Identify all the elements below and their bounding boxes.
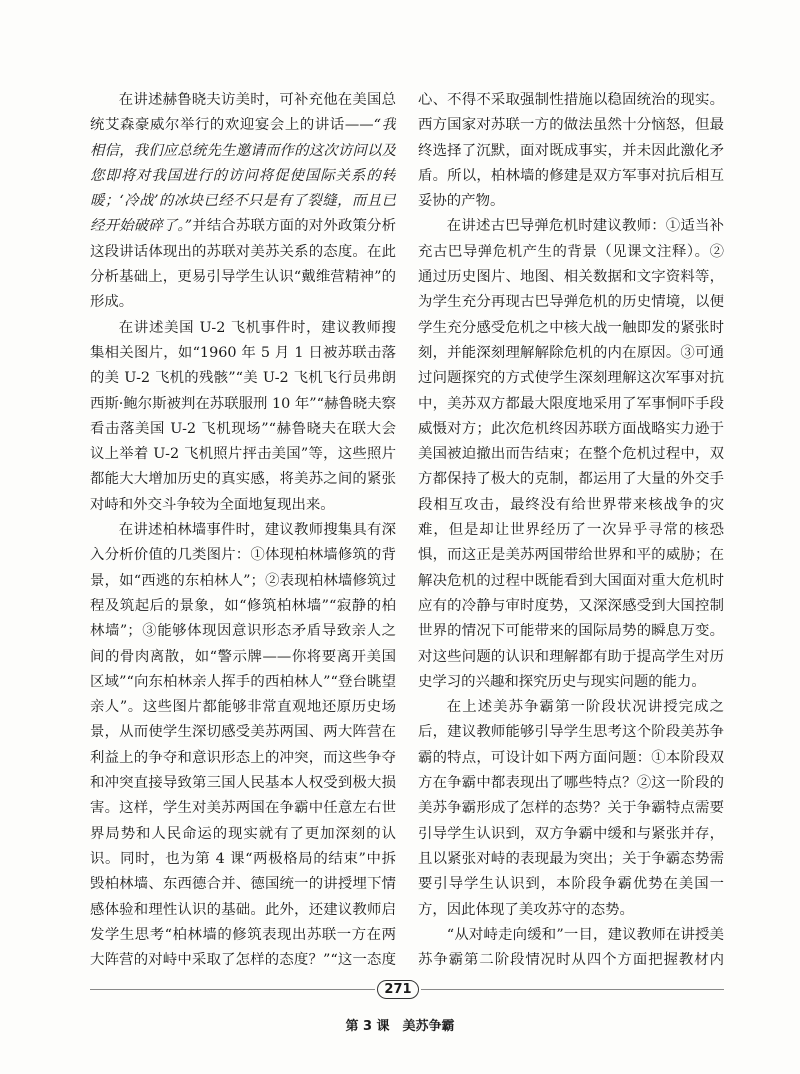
text-columns <box>90 88 724 968</box>
paragraph-text: 在讲述赫鲁晓夫访美时，可补充他在美国总统艾森豪威尔举行的欢迎宴会上的讲话—— <box>90 92 396 134</box>
quoted-speech: “我相信，我们应总统先生邀请而作的这次访问以及您即将对我国进行的访问将促使国际关系的转暖；‘冷战’的冰块已经不只是有了裂缝，而且已经开始破碎了。” <box>90 117 396 235</box>
paragraph-berlin-wall-continued: 心、不得不采取强制性措施以稳固统治的现实。西方国家对苏联一方的做法虽然十分恼怒，但最终选择了沉默，面对既成事实，并未因此激化矛盾。所以，柏林墙的修建是双方军事对抗后相互妥协的产物。 <box>418 92 724 210</box>
left-column <box>90 88 396 968</box>
paragraph-text: 并结合苏联方面的对外政策分析这段讲话体现出的苏联对美苏关系的态度。在此分析基础上，更易引导学生认识“戴维营精神”的形成。 <box>90 218 396 311</box>
page-number-badge <box>375 977 421 1001</box>
right-column <box>418 88 724 968</box>
paragraph-khrushchev-visit <box>90 88 396 316</box>
paragraph-first-stage-summary: 在上述美苏争霸第一阶段状况讲授完成之后，建议教师能够引导学生思考这个阶段美苏争霸的特点，可设计如下两方面问题：①本阶段双方在争霸中都表现出了哪些特点？②这一阶段的美苏争霸形成了怎样的态势？关于争霸特点需要引导学生认识到，双方争霸中缓和与紧张并存，且以紧张对峙的表现最为突出；关于争霸态势需要引导学生认识到，本阶段争霸优势在美国一方，因此体现了美攻苏守的态势。 <box>418 699 724 918</box>
paragraph-detente-section: “从对峙走向缓和”一目，建议教师在讲授美苏争霸第二阶段情况时从四个方面把握教材内 <box>418 926 724 968</box>
paragraph-berlin-wall: 在讲述柏林墙事件时，建议教师搜集具有深入分析价值的几类图片：①体现柏林墙修筑的背景，如“西逃的东柏林人”；②表现柏林墙修筑过程及筑起后的景象，如“修筑柏林墙”“寂静的柏林墙”；③能够体现因意识形态矛盾导致亲人之间的骨肉离散，如“警示牌——你将要离开美国区域”“向东柏林亲人挥手的西柏林人”“登台眺望亲人”。这些图片都能够非常直观地还原历史场景，从而使学生深切感受美苏两国、两大阵营在利益上的争夺和意识形态上的冲突，而这些争夺和冲突直接导致第三国人民基本人权受到极大损害。这样，学生对美苏两国在争霸中任意左右世界局势和人民命运的现实就有了更加深刻的认识。同时，也为第 4 课“两极格局的结束”中拆毁柏林墙、东西德合并、德国统一的讲授埋下情感体验和理性认识的基础。此外，还建议教师启发学生思考“柏林墙的修筑表现出苏联一方在两大阵营的对峙中采取了怎样的态度？”“这一态度 <box>90 522 396 968</box>
page-number: 271 <box>377 980 418 999</box>
chapter-title: 第 3 课 美苏争霸 <box>345 1019 455 1034</box>
paragraph-cuban-missile-crisis: 在讲述古巴导弹危机时建议教师：①适当补充古巴导弹危机产生的背景（见课文注释）。②通过历史图片、地图、相关数据和文字资料等，为学生充分再现古巴导弹危机的历史情境，以便学生充分感受危机之中核大战一触即发的紧张时刻，并能深刻理解解除危机的内在原因。③可通过问题探究的方式使学生深刻理解这次军事对抗中，美苏双方都最大限度地采用了军事恫吓手段威慑对方；此次危机终因苏联方面战略实力逊于美国被迫撤出而告结束；在整个危机过程中，双方都保持了极大的克制，都运用了大量的外交手段相互攻击，最终没有给世界带来核战争的灾难，但是却让世界经历了一次异乎寻常的核恐惧，而这正是美苏两国带给世界和平的威胁；在解决危机的过程中既能看到大国面对重大危机时应有的冷静与审时度势，又深深感受到大国控制世界的情况下可能带来的国际局势的瞬息万变。对这些问题的认识和理解都有助于提高学生对历史学习的兴趣和探究历史与现实问题的能力。 <box>418 218 724 690</box>
paragraph-u2-incident: 在讲述美国 U-2 飞机事件时，建议教师搜集相关图片，如“1960 年 5 月 1 日被苏联击落的美 U-2 飞机的残骸”“美 U-2 飞机飞行员弗朗西斯·鲍尔斯被判在苏联服刑 10 年”“赫鲁晓夫察看击落美国 U-2 飞机现场”“赫鲁晓夫在联大会议上举着 U-2 飞机照片抨击美国”等，这些照片都能大大增加历史的真实感，将美苏之间的紧张对峙和外交斗争较为全面地复现出来。 <box>90 319 396 513</box>
